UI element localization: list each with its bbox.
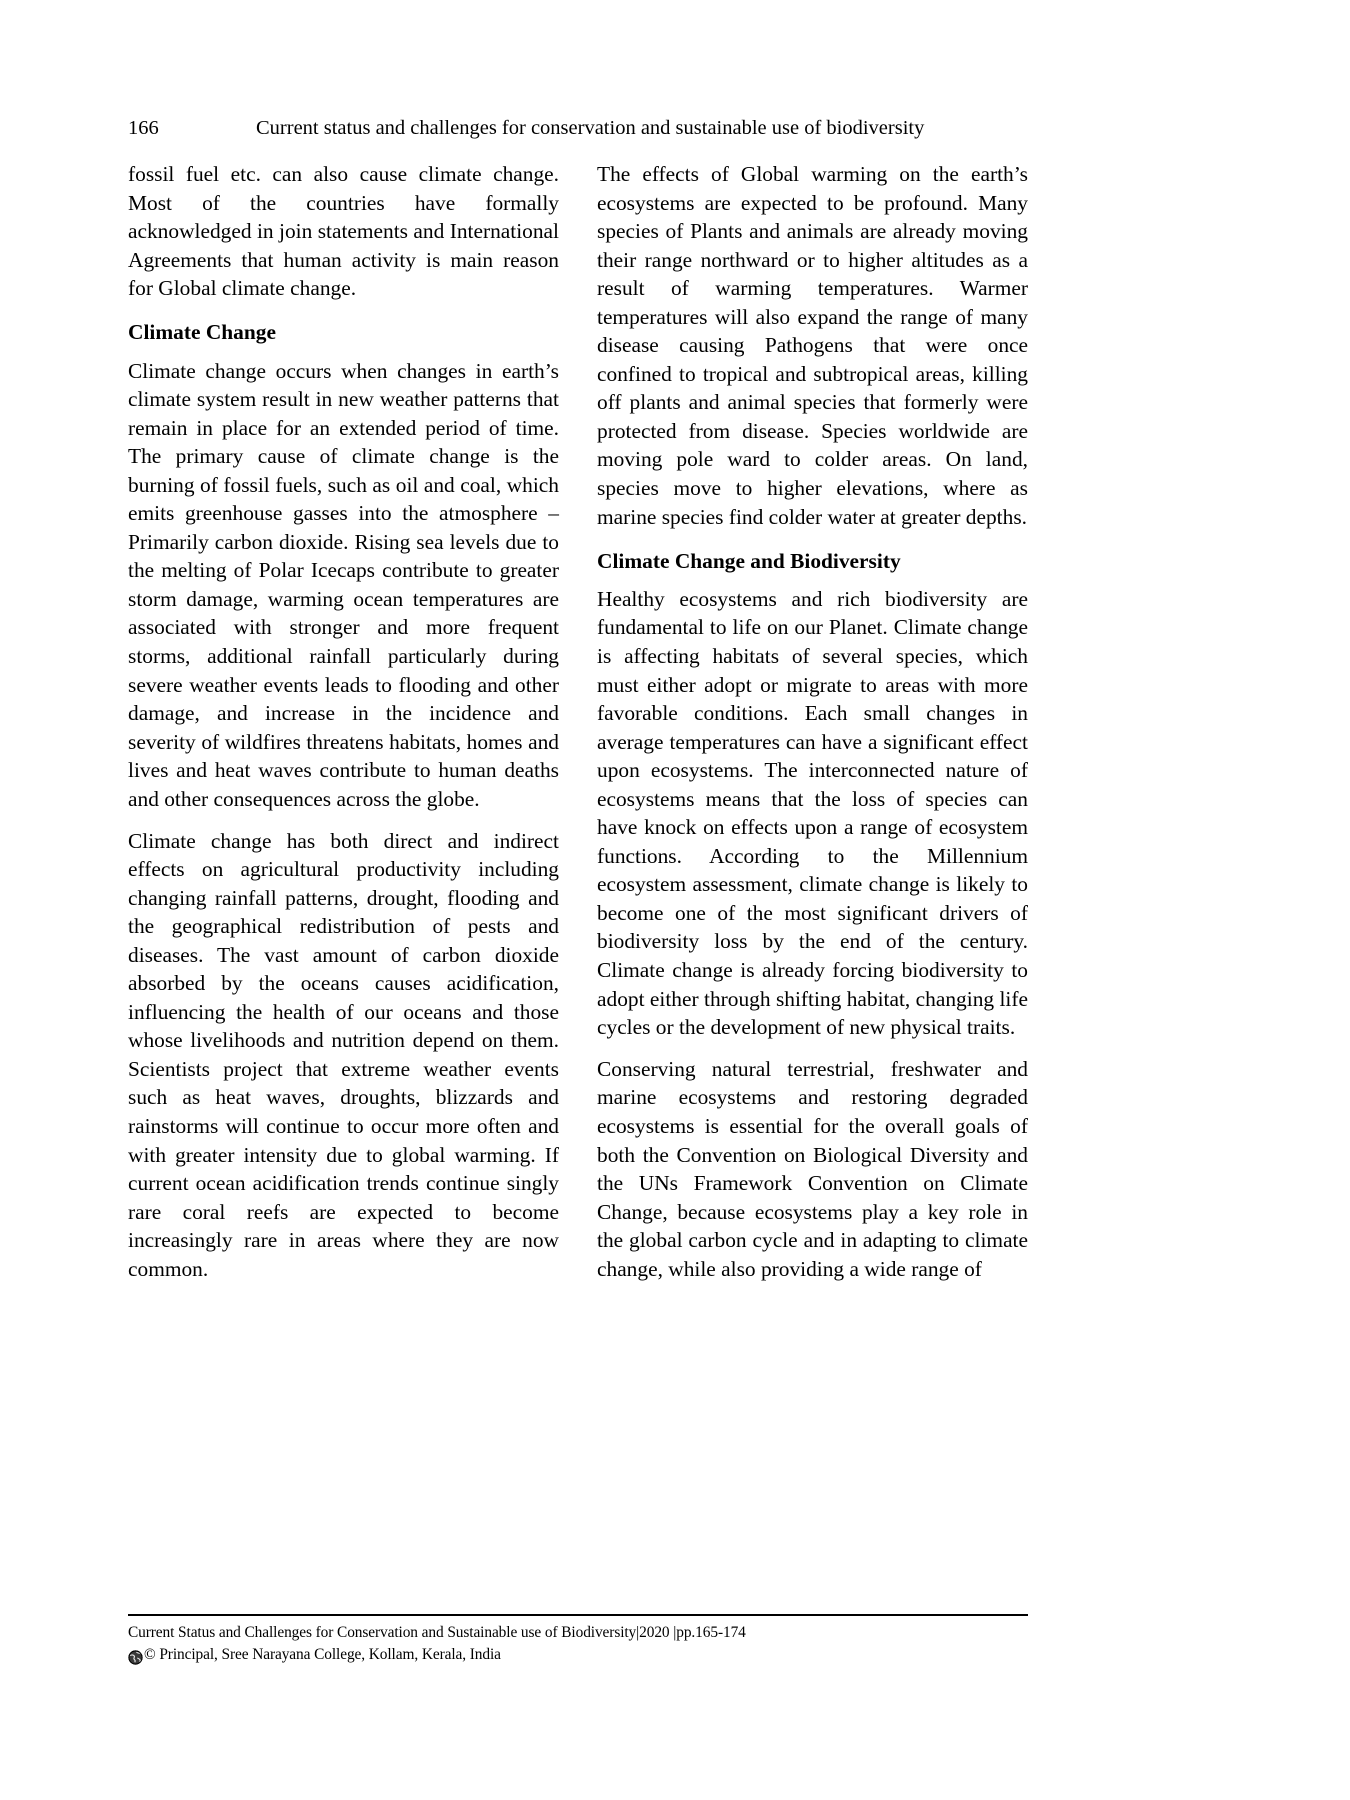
paragraph: Healthy ecosystems and rich biodiversity are fundamental to life on our Planet. Climate change is affecting habitats of several species, which must either adopt or migrate to areas with more favorable conditions. Each small changes in average temperatures can have a significant effect upon ecosystems. The interconnected nature of ecosystems means that the loss of species can have knock on effects upon a range of ecosystem functions. According to the Millennium ecosystem assessment, climate change is likely to become one of the most significant drivers of biodiversity loss by the end of the century. Climate change is already forcing biodiversity to adopt either through shifting habitat, changing life cycles or the development of new physical traits. — [597, 586, 1028, 1040]
paragraph: Climate change has both direct and indirect effects on agricultural productivity including changing rainfall patterns, drought, flooding and the geographical redistribution of pests and diseases. The vast amount of carbon dioxide absorbed by the oceans causes acidification, influencing the health of our oceans and those whose livelihoods and nutrition depend on them. Scientists project that extreme weather events such as heat waves, droughts, blizzards and rainstorms will continue to occur more often and with greater intensity due to global warming. If current ocean acidification trends continue singly rare coral reefs are expected to become increasingly rare in areas where they are now common. — [128, 828, 559, 1281]
footer-divider — [128, 1614, 1028, 1616]
left-column — [128, 160, 559, 1560]
section-heading-climate-change-and-biodiversity: Climate Change and Biodiversity — [597, 548, 901, 573]
globe-icon — [128, 1650, 143, 1665]
page-number: 166 — [128, 117, 159, 139]
right-column — [597, 160, 1028, 1560]
footer-citation: Current Status and Challenges for Conservation and Sustainable use of Biodiversity|2020 |pp.165-174 — [128, 1624, 746, 1641]
body-columns — [128, 160, 1028, 1560]
section-heading-climate-change: Climate Change — [128, 320, 276, 345]
footer-copyright — [128, 1644, 1028, 1666]
page-footer — [128, 1614, 1028, 1666]
paragraph: The effects of Global warming on the earth’s ecosystems are expected to be profound. Many species of Plants and animals are already moving their range northward or to higher altitudes as a result of warming temperatures. Warmer temperatures will also expand the range of many disease causing Pathogens that were once confined to tropical and subtropical areas, killing off plants and animal species that formerly were protected from disease. Species worldwide are moving pole ward to colder areas. On land, species move to higher elevations, where as marine species find colder water at greater depths. — [597, 162, 1028, 529]
paragraph: fossil fuel etc. can also cause climate change. Most of the countries have formally acknowledged in join statements and International Agreements that human activity is main reason for Global climate change. — [128, 162, 559, 301]
paragraph: Climate change occurs when changes in earth’s climate system result in new weather patterns that remain in place for an extended period of time. The primary cause of climate change is the burning of fossil fuels, such as oil and coal, which emits greenhouse gasses into the atmosphere – Primarily carbon dioxide. Rising sea levels due to the melting of Polar Icecaps contribute to greater storm damage, warming ocean temperatures are associated with stronger and more frequent storms, additional rainfall particularly during severe weather events leads to flooding and other damage, and increase in the incidence and severity of wildfires threatens habitats, homes and lives and heat waves contribute to human deaths and other consequences across the globe. — [128, 358, 559, 811]
paragraph: Conserving natural terrestrial, freshwater and marine ecosystems and restoring degraded ecosystems is essential for the overall goals of both the Convention on Biological Diversity and the UNs Framework Convention on Climate Change, because ecosystems play a key role in the global carbon cycle and in adapting to climate change, while also providing a wide range of — [597, 1056, 1028, 1281]
running-title: Current status and challenges for conservation and sustainable use of biodiversity — [256, 117, 925, 139]
running-header — [128, 114, 1028, 144]
copyright-text: © Principal, Sree Narayana College, Kollam, Kerala, India — [144, 1646, 501, 1663]
